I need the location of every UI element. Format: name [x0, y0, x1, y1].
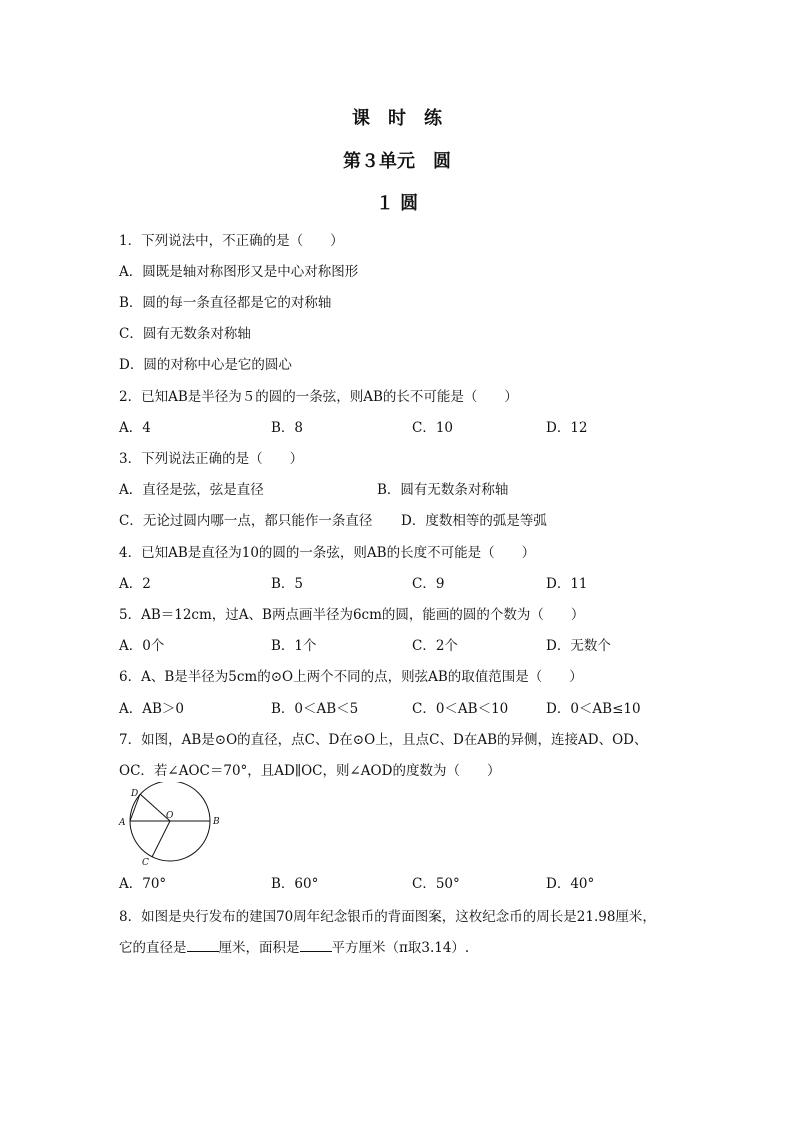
- question-stem: 6．A、B是半径为5cm的⊙O上两个不同的点，则弦AB的取值范围是（ ）: [119, 669, 583, 685]
- option-a: A．4: [119, 420, 151, 436]
- label-a: A: [119, 818, 126, 828]
- option-d: D．0＜AB≤10: [546, 701, 641, 717]
- option-d: D．12: [546, 420, 588, 436]
- option-a: A．直径是弦，弦是直径: [119, 482, 264, 498]
- option-b: B．60°: [271, 876, 319, 892]
- question-stem-continued: [119, 936, 469, 956]
- label-c: C: [142, 858, 149, 868]
- stem-part: 它的直径是: [119, 940, 187, 956]
- option-c: C．无论过圆内哪一点，都只能作一条直径: [119, 513, 373, 529]
- option-a: A．圆既是轴对称图形又是中心对称图形: [119, 264, 359, 280]
- option-a: A．70°: [119, 876, 167, 892]
- answer-blank-diameter[interactable]: [187, 939, 219, 952]
- question-stem: 8．如图是央行发布的建国70周年纪念银币的背面图案，这枚纪念币的周长是21.98厘米，: [119, 909, 656, 925]
- unit-title: 第３单元 圆: [343, 151, 451, 172]
- stem-part: 平方厘米（π取3.14）.: [331, 940, 470, 956]
- option-d: D．40°: [546, 876, 595, 892]
- question-stem: 4．已知AB是直径为10的圆的一条弦，则AB的长度不可能是（ ）: [119, 545, 536, 561]
- option-a: A．2: [119, 576, 151, 592]
- label-b: B: [213, 817, 220, 827]
- question-stem: 2．已知AB是半径为５的圆的一条弦，则AB的长不可能是（ ）: [119, 389, 518, 405]
- option-a: A．AB＞0: [119, 701, 185, 717]
- option-b: B．5: [271, 576, 304, 592]
- option-d: D．圆的对称中心是它的圆心: [119, 357, 292, 373]
- label-d: D: [131, 789, 139, 799]
- segment-oc: [152, 821, 170, 857]
- option-b: B．8: [271, 420, 304, 436]
- option-b: B．圆有无数条对称轴: [377, 482, 509, 498]
- label-o: O: [166, 811, 174, 821]
- option-b: B．1个: [271, 638, 317, 654]
- option-c: C．50°: [412, 876, 460, 892]
- option-d: D．11: [546, 576, 588, 592]
- option-c: C．0＜AB＜10: [412, 701, 509, 717]
- question-stem: 5．AB＝12cm，过A、B两点画半径为6cm的圆，能画的圆的个数为（ ）: [119, 607, 585, 623]
- question-stem: 7．如图，AB是⊙O的直径，点C、D在⊙O上，且点C、D在AB的异侧，连接AD、OD、: [119, 732, 648, 748]
- option-b: B．0＜AB＜5: [271, 701, 359, 717]
- question-stem-continued: OC．若∠AOC＝70°，且AD∥OC，则∠AOD的度数为（ ）: [119, 763, 501, 779]
- lesson-title: １ 圆: [375, 193, 419, 214]
- circle-figure: [112, 782, 224, 868]
- option-c: C．圆有无数条对称轴: [119, 326, 251, 342]
- answer-blank-area[interactable]: [300, 939, 332, 952]
- question-stem: 3．下列说法正确的是（ ）: [119, 451, 304, 467]
- option-c: C．10: [412, 420, 454, 436]
- option-d: D．度数相等的弧是等弧: [401, 513, 547, 529]
- question-stem: 1．下列说法中，不正确的是（ ）: [119, 233, 344, 249]
- option-c: C．9: [412, 576, 445, 592]
- option-d: D．无数个: [546, 638, 611, 654]
- page-title: 课 时 练: [352, 108, 442, 129]
- stem-part: 厘米，面积是: [218, 940, 300, 956]
- option-a: A．0个: [119, 638, 165, 654]
- option-b: B．圆的每一条直径都是它的对称轴: [119, 295, 332, 311]
- option-c: C．2个: [412, 638, 458, 654]
